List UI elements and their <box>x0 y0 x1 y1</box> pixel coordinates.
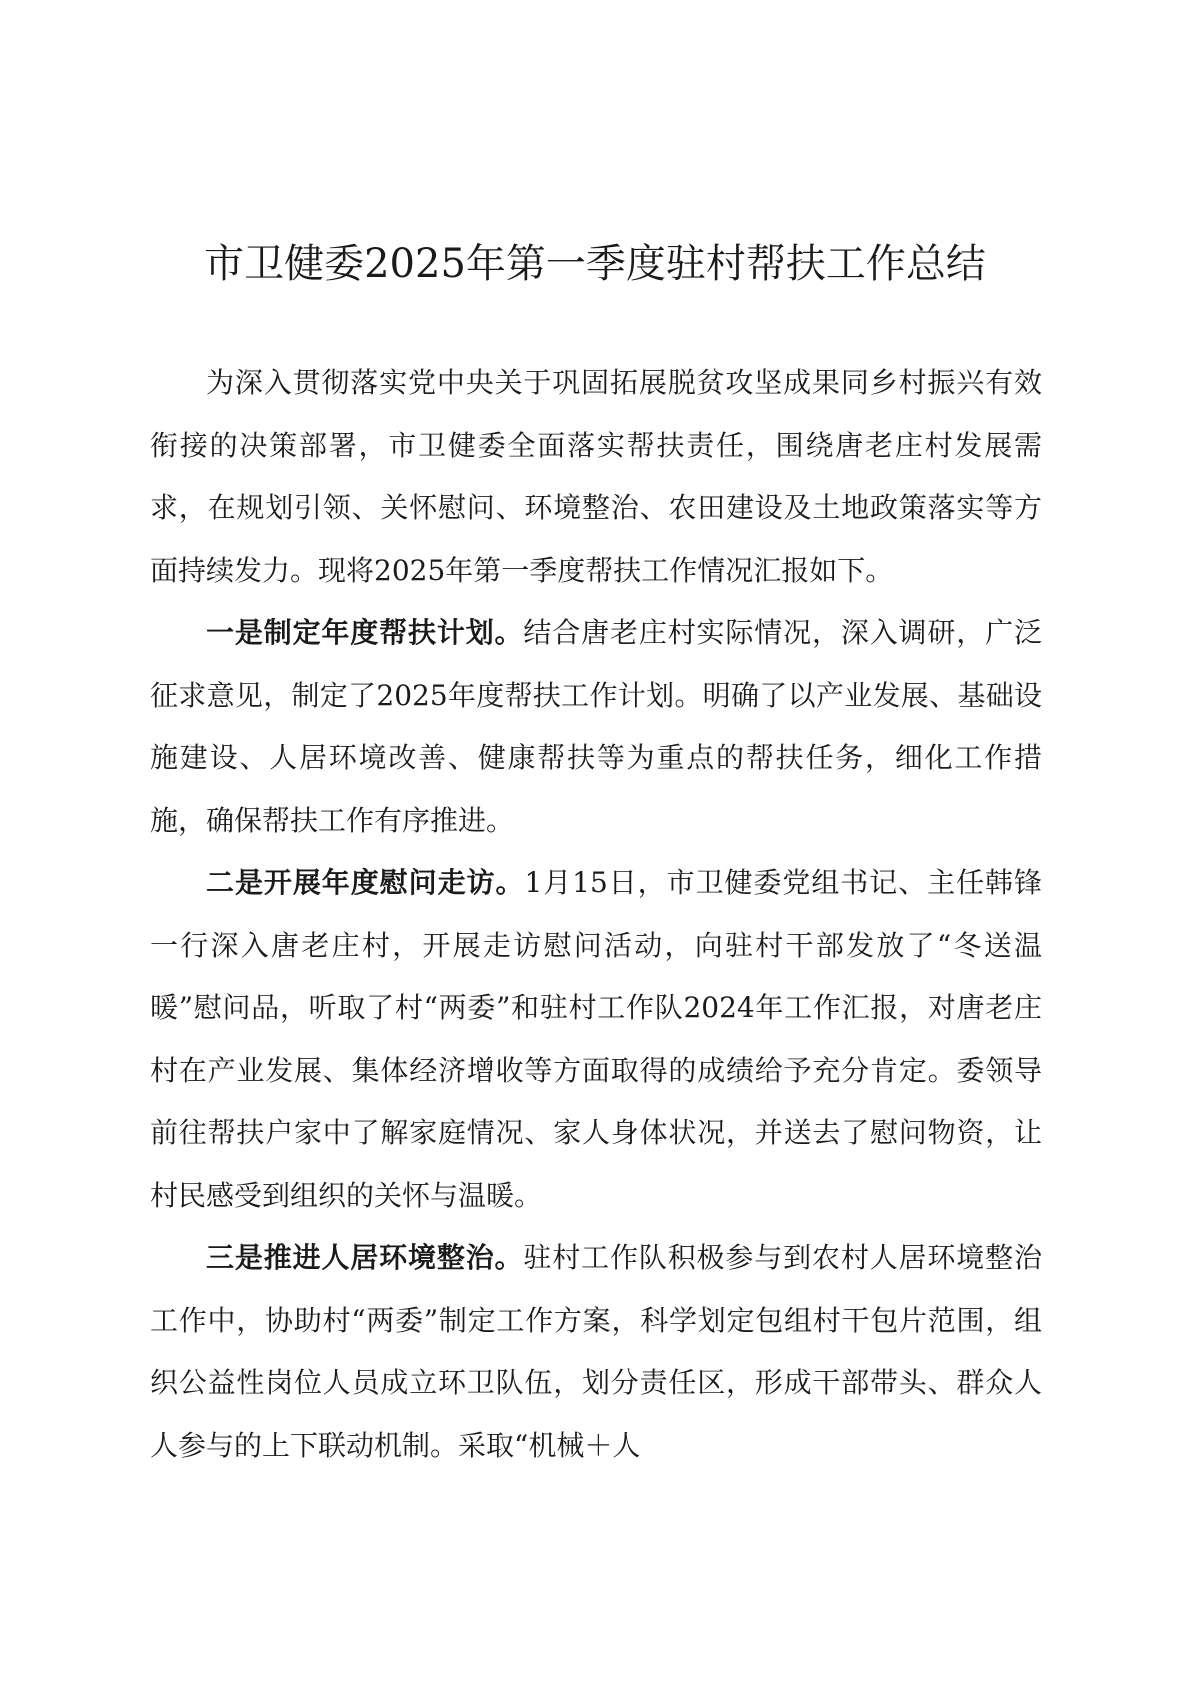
paragraph-text: 1月15日，市卫健委党组书记、主任韩锋一行深入唐老庄村，开展走访慰问活动，向驻村干部发放了“冬送温暖”慰问品，听取了村“两委”和驻村工作队2024年工作汇报，对唐老庄村在产业发展、集体经济增收等方面取得的成绩给予充分肯定。委领导前往帮扶户家中了解家庭情况、家人身体状况，并送去了慰问物资，让村民感受到组织的关怀与温暖。 <box>150 866 1042 1212</box>
document-title: 市卫健委2025年第一季度驻村帮扶工作总结 <box>204 241 986 287</box>
document-body <box>150 352 1042 1477</box>
paragraph-annual-plan <box>150 602 1042 852</box>
paragraph-environment <box>150 1227 1042 1477</box>
paragraph-text: 为深入贯彻落实党中央关于巩固拓展脱贫攻坚成果同乡村振兴有效衔接的决策部署，市卫健委全面落实帮扶责任，围绕唐老庄村发展需求，在规划引领、关怀慰问、环境整治、农田建设及土地政策落实等方面持续发力。现将2025年第一季度帮扶工作情况汇报如下。 <box>150 366 1042 587</box>
paragraph-lead: 三是推进人居环境整治。 <box>206 1241 524 1274</box>
paragraph-text: 驻村工作队积极参与到农村人居环境整治工作中，协助村“两委”制定工作方案，科学划定包组村干包片范围，组织公益性岗位人员成立环卫队伍，划分责任区，形成干部带头、群众人人参与的上下联动机制。采取“机械＋人 <box>150 1241 1042 1462</box>
paragraph-text: 结合唐老庄村实际情况，深入调研，广泛征求意见，制定了2025年度帮扶工作计划。明确了以产业发展、基础设施建设、人居环境改善、健康帮扶等为重点的帮扶任务，细化工作措施，确保帮扶工作有序推进。 <box>150 616 1042 837</box>
paragraph-lead: 一是制定年度帮扶计划。 <box>206 616 524 649</box>
paragraph-visit <box>150 852 1042 1227</box>
paragraph-intro <box>150 352 1042 602</box>
paragraph-lead: 二是开展年度慰问走访。 <box>206 866 525 899</box>
